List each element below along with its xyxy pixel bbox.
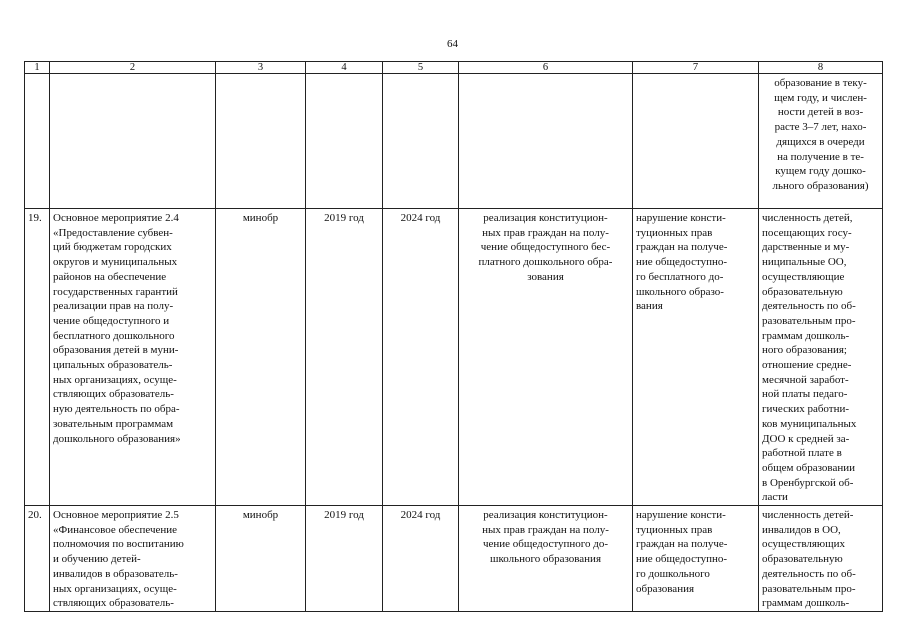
indicator-cell: численность детей, посещающих госу- дарственные и му- ниципальные ОО, осуществляющие образовательную деятельность по об- разовательным про- граммам дошколь- ного образования; отношение средне- месячной заработ- ной платы педаго- гических работни- ков муниципальных ДОО к средней за- работной плате в общем образовании в Оренбургской об- ласти: [759, 209, 883, 506]
table-cell: [459, 74, 633, 209]
row-number: 20.: [25, 506, 50, 612]
column-header: 2: [50, 62, 216, 74]
indicator-cell: численность детей- инвалидов в ОО, осуществляющих образовательную деятельность по об- разовательным про- граммам дошколь-: [759, 506, 883, 612]
end-year-cell: 2024 год: [383, 209, 459, 506]
start-year-cell: 2019 год: [306, 209, 383, 506]
column-header: 3: [216, 62, 306, 74]
result-cell: реализация конституцион- ных прав граждан на полу- чение общедоступного бес- платного дошкольного обра- зования: [459, 209, 633, 506]
consequence-cell: нарушение консти- туционных прав граждан на получе- ние общедоступно- го бесплатного до- школьного образо- вания: [633, 209, 759, 506]
table-row: [25, 209, 883, 506]
table-cell: [25, 74, 50, 209]
table-row: [25, 506, 883, 612]
table-cell: [633, 74, 759, 209]
executor-cell: минобр: [216, 506, 306, 612]
executor-cell: минобр: [216, 209, 306, 506]
activity-name-cell: Основное мероприятие 2.5 «Финансовое обеспечение полномочия по воспитанию и обучению детей- инвалидов в образователь- ных организациях, осуще- ствляющих образователь-: [50, 506, 216, 612]
column-header: 4: [306, 62, 383, 74]
column-header: 6: [459, 62, 633, 74]
consequence-cell: нарушение консти- туционных прав граждан на получе- ние общедоступно- го дошкольного образования: [633, 506, 759, 612]
program-table: [24, 61, 883, 612]
row-number: 19.: [25, 209, 50, 506]
table-cell: [50, 74, 216, 209]
activity-name-cell: Основное мероприятие 2.4 «Предоставление субвен- ций бюджетам городских округов и муниципальных районов на обеспечение государственных гарантий реализации прав на полу- чение общедоступного и бесплатного дошкольного образования детей в муни- ципальных образователь- ных организациях, осуще- ствляющих образователь- ную деятельность по обра- зовательным программам дошкольного образования»: [50, 209, 216, 506]
column-header: 1: [25, 62, 50, 74]
end-year-cell: 2024 год: [383, 506, 459, 612]
table-cell: [383, 74, 459, 209]
column-header: 8: [759, 62, 883, 74]
indicator-cell: образование в теку- щем году, и числен- ности детей в воз- расте 3–7 лет, нахо- дящихся в очереди на получение в те- кущем году дошко- льного образования): [759, 74, 883, 209]
column-header: 7: [633, 62, 759, 74]
column-header: 5: [383, 62, 459, 74]
table-cell: [306, 74, 383, 209]
start-year-cell: 2019 год: [306, 506, 383, 612]
page-number: 64: [447, 38, 458, 50]
column-number-row: [25, 62, 883, 74]
continuation-row: [25, 74, 883, 209]
result-cell: реализация конституцион- ных прав граждан на полу- чение общедоступного до- школьного образования: [459, 506, 633, 612]
table-cell: [216, 74, 306, 209]
